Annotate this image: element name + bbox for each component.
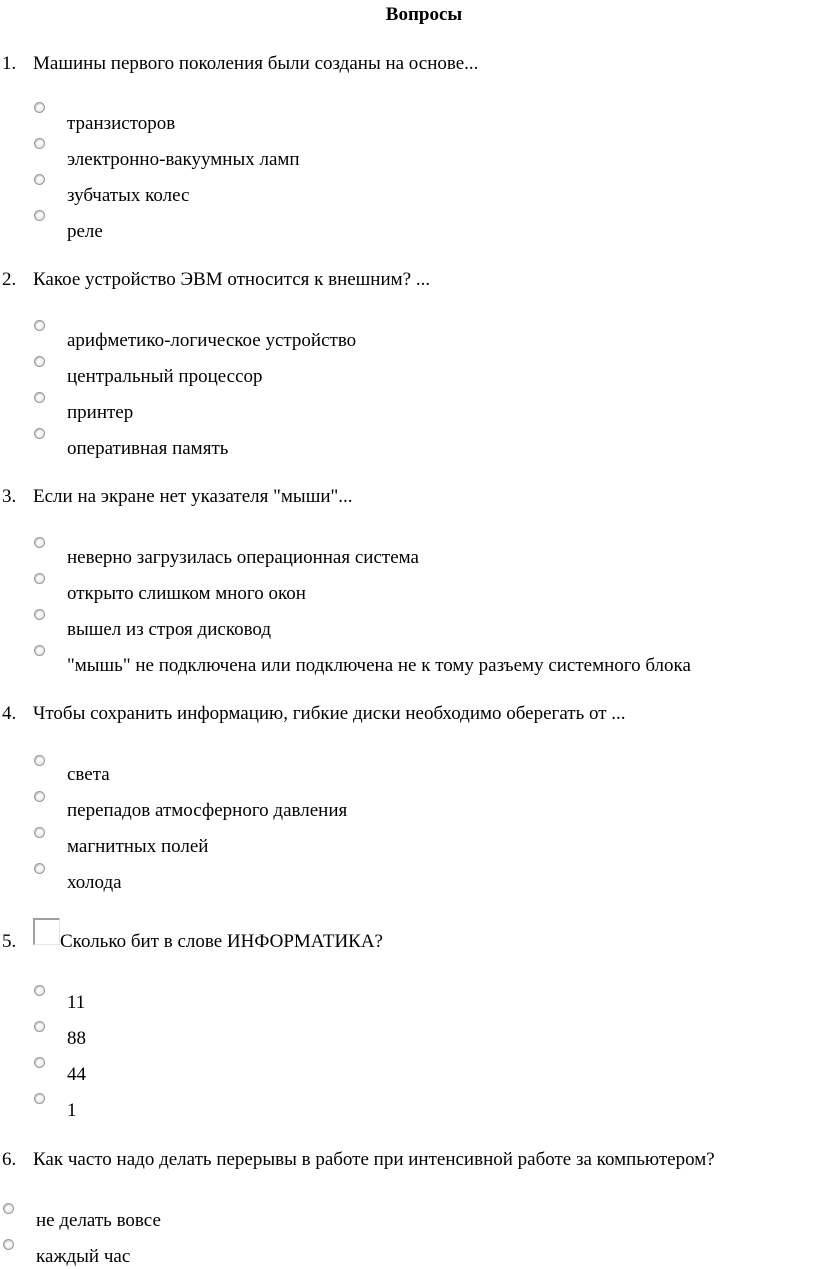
page-title: Вопросы: [385, 4, 463, 25]
question-number: 1.: [2, 53, 17, 74]
option-label: электронно-вакуумных ламп: [67, 149, 300, 170]
radio-button[interactable]: [34, 791, 45, 802]
option-label: оперативная память: [67, 438, 229, 459]
radio-button[interactable]: [34, 1093, 45, 1104]
radio-button[interactable]: [34, 537, 45, 548]
option-label: транзисторов: [67, 113, 176, 134]
option-label: зубчатых колес: [67, 185, 190, 206]
question-number: 3.: [2, 486, 17, 507]
radio-button[interactable]: [34, 985, 45, 996]
option-label: 1: [67, 1100, 77, 1121]
question-text: Как часто надо делать перерывы в работе при интенсивной работе за компьютером?: [33, 1149, 715, 1170]
option-label: открыто слишком много окон: [67, 583, 306, 604]
radio-button[interactable]: [34, 609, 45, 620]
option-label: перепадов атмосферного давления: [67, 800, 348, 821]
option-label: вышел из строя дисковод: [67, 619, 272, 640]
radio-button[interactable]: [34, 863, 45, 874]
radio-button[interactable]: [34, 1057, 45, 1068]
option-label: 11: [67, 992, 86, 1013]
radio-button[interactable]: [34, 320, 45, 331]
question-number: 6.: [2, 1149, 17, 1170]
option-label: центральный процессор: [67, 366, 263, 387]
option-label: 44: [67, 1064, 86, 1085]
question-text: Машины первого поколения были созданы на основе...: [33, 53, 479, 74]
radio-button[interactable]: [34, 428, 45, 439]
question-text: Сколько бит в слове ИНФОРМАТИКА?: [60, 931, 383, 952]
option-label: неверно загрузилась операционная система: [67, 547, 419, 568]
option-label: каждый час: [36, 1246, 131, 1267]
option-label: реле: [67, 221, 103, 242]
question-number: 2.: [2, 269, 17, 290]
option-label: магнитных полей: [67, 836, 209, 857]
radio-button[interactable]: [34, 138, 45, 149]
option-label: 88: [67, 1028, 86, 1049]
question-number: 5.: [2, 931, 17, 952]
option-label: не делать вовсе: [36, 1210, 161, 1231]
question-text: Чтобы сохранить информацию, гибкие диски необходимо оберегать от ...: [33, 703, 626, 724]
radio-button[interactable]: [34, 102, 45, 113]
radio-button[interactable]: [34, 210, 45, 221]
radio-button[interactable]: [34, 174, 45, 185]
question-number: 4.: [2, 703, 17, 724]
option-label: принтер: [67, 402, 134, 423]
radio-button[interactable]: [34, 573, 45, 584]
radio-button[interactable]: [3, 1203, 14, 1214]
question-text: Если на экране нет указателя "мыши"...: [33, 486, 353, 507]
radio-button[interactable]: [34, 827, 45, 838]
radio-button[interactable]: [34, 645, 45, 656]
option-label: света: [67, 764, 110, 785]
radio-button[interactable]: [34, 755, 45, 766]
option-label: арифметико-логическое устройство: [67, 330, 357, 351]
radio-button[interactable]: [34, 392, 45, 403]
question-text: Какое устройство ЭВМ относится к внешним? ...: [33, 269, 431, 290]
radio-button[interactable]: [3, 1239, 14, 1250]
option-label: "мышь" не подключена или подключена не к тому разъему системного блока: [67, 655, 691, 676]
radio-button[interactable]: [34, 1021, 45, 1032]
image-placeholder-icon: [33, 918, 60, 945]
radio-button[interactable]: [34, 356, 45, 367]
option-label: холода: [67, 872, 122, 893]
